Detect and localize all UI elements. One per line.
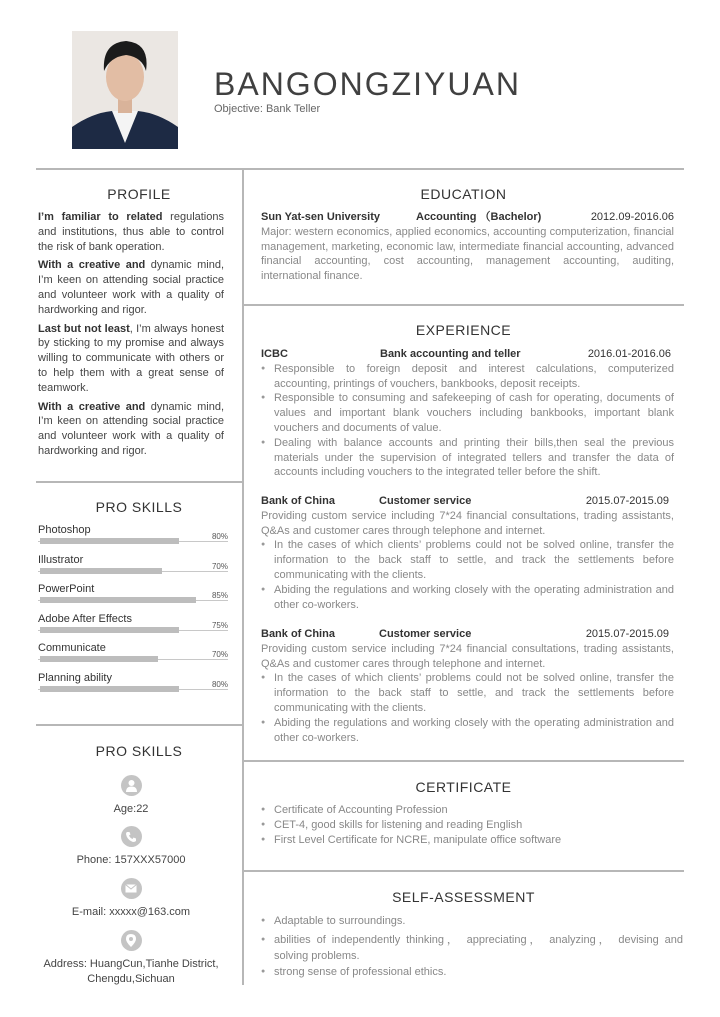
age-text: Age:22 <box>113 803 149 815</box>
phone-icon <box>121 826 142 847</box>
education-header <box>261 210 674 225</box>
skill-bar <box>40 538 179 544</box>
skill-item <box>38 524 228 552</box>
skill-item <box>38 583 228 611</box>
list-item: ● In the cases of which clients’ problems could not be solved online, transfer the information to the back staff to settle, and track the settlements before communicating with the clients. <box>261 538 674 582</box>
list-item: ● abilities of independently thinking， appreciating， analyzing， devising and solving problems. <box>261 932 683 964</box>
location-pin-icon <box>121 930 142 951</box>
profile-paragraph: Last but not least, I’m always honest by sticking to my promise and always willing to communicate with others or to help them with a great sense of teamwork. <box>38 322 224 394</box>
list-item: ● Responsible to foreign deposit and interest calculations, computerized accounting, printings of vouchers, bankbooks, deposit receipts. <box>261 362 674 392</box>
list-item: ● Abiding the regulations and working closely with the operating administration and other co-workers. <box>261 716 674 746</box>
certificate-list <box>261 803 674 847</box>
experience-job <box>261 347 674 480</box>
job-header <box>261 494 674 509</box>
skill-name: Communicate <box>38 642 106 655</box>
skill-item <box>38 554 228 582</box>
list-item: ● Abiding the regulations and working closely with the operating administration and other co-workers. <box>261 583 674 613</box>
job-company: ICBC <box>261 348 288 360</box>
skill-name: PowerPoint <box>38 583 95 596</box>
profile-photo <box>72 31 178 149</box>
job-bullets <box>261 362 674 480</box>
skill-percent: 70% <box>211 650 228 660</box>
certificate-title: CERTIFICATE <box>415 779 512 795</box>
job-header <box>261 347 674 362</box>
contact-age <box>38 775 224 817</box>
job-dates: 2016.01-2016.06 <box>587 348 671 360</box>
certificate-section <box>261 803 674 847</box>
education-dates: 2012.09-2016.06 <box>590 211 674 223</box>
list-item: ● First Level Certificate for NCRE, manipulate office software <box>261 833 674 848</box>
contact-title: PRO SKILLS <box>95 743 183 759</box>
objective: Objective: Bank Teller <box>214 103 321 115</box>
experience-job <box>261 627 674 745</box>
job-intro: Providing custom service including 7*24 financial consultations, trading assistants, Q&As and customer cares through telephone and internet. <box>261 642 674 670</box>
skill-name: Photoshop <box>38 524 91 536</box>
skill-item <box>38 613 228 641</box>
profile-title: PROFILE <box>107 186 171 202</box>
degree: Accounting （Bachelor) <box>416 211 542 223</box>
skill-name: Adobe After Effects <box>38 612 132 625</box>
list-item: ● strong sense of professional ethics. <box>261 964 683 980</box>
skill-percent: 80% <box>211 532 228 541</box>
mail-icon <box>121 878 142 899</box>
job-company: Bank of China <box>261 628 335 640</box>
job-header <box>261 627 674 642</box>
experience-title: EXPERIENCE <box>415 322 512 338</box>
self-assessment-section <box>261 913 683 980</box>
job-role: Customer service <box>379 628 472 640</box>
skills-title: PRO SKILLS <box>95 499 183 515</box>
profile-paragraph: With a creative and dynamic mind, I’m keen on attending social practice and volunteer work with a quality of hardworking and rigor. <box>38 259 224 316</box>
job-dates: 2015.07-2015.09 <box>585 628 669 640</box>
list-item: ● Responsible to consuming and safekeeping of cash for operating, documents of values and important blank vouchers including bankbooks, important blank vouchers and documents of value. <box>261 391 674 435</box>
experience-job <box>261 494 674 612</box>
education-section <box>261 210 674 284</box>
job-role: Bank accounting and teller <box>380 348 521 360</box>
education-title: EDUCATION <box>420 186 507 202</box>
skill-percent: 80% <box>211 680 228 689</box>
candidate-name: BANGONGZIYUAN <box>214 66 521 102</box>
self-assessment-list <box>261 913 683 980</box>
job-bullets <box>261 538 674 612</box>
education-major: Major: western economics, applied economics, accounting computerization, financial management, marketing, economic law, intermediate financial accounting, advanced financial accounting, cost accounting, management accounting, auditing, international finance. <box>261 225 674 283</box>
skill-name: Planning ability <box>38 672 112 684</box>
job-intro: Providing custom service including 7*24 financial consultations, trading assistants, Q&As and customer cares through telephone and internet. <box>261 509 674 537</box>
school-name: Sun Yat-sen University <box>261 211 381 223</box>
column-divider <box>242 169 244 985</box>
contact-email <box>38 878 224 920</box>
job-bullets <box>261 671 674 745</box>
list-item: ● Adaptable to surroundings. <box>261 913 683 929</box>
contact-phone <box>38 826 224 868</box>
self-assessment-title: SELF-ASSESSMENT <box>392 889 535 905</box>
header-divider <box>36 168 684 170</box>
list-item: ● CET-4, good skills for listening and reading English <box>261 818 674 833</box>
list-item: ● In the cases of which clients’ problems could not be solved online, transfer the information to the back staff to settle, and track the settlements before communicating with the clients. <box>261 671 674 715</box>
list-item: ● Dealing with balance accounts and printing their bills,then seal the previous materials under the supervision of integrated tellers and transfer the data of accounts including vouchers to the integrated teller before the shift. <box>261 436 674 480</box>
profile-paragraph: I’m familiar to related regulations and institutions, thus able to control the risk of bank operation. <box>38 211 224 253</box>
skill-name: Illustrator <box>38 553 84 566</box>
skill-percent: 85% <box>211 591 228 601</box>
right-divider-3 <box>243 870 684 872</box>
right-divider-1 <box>243 304 684 306</box>
skill-percent: 75% <box>211 620 228 630</box>
job-dates: 2015.07-2015.09 <box>585 495 669 507</box>
skill-item <box>38 672 228 700</box>
skill-bar <box>40 656 158 662</box>
person-icon <box>121 775 142 796</box>
skill-bar <box>40 627 179 633</box>
profile-paragraph: With a creative and dynamic mind, I’m keen on attending social practice and volunteer work with a quality of hardworking and rigor. <box>38 400 224 457</box>
skill-bar <box>40 568 162 574</box>
skill-bar <box>40 686 179 692</box>
job-role: Customer service <box>379 495 472 507</box>
skill-bar <box>40 597 196 603</box>
skill-item <box>38 642 228 670</box>
left-divider-1 <box>36 481 242 483</box>
list-item: ● Certificate of Accounting Profession <box>261 803 674 818</box>
left-divider-2 <box>36 724 242 726</box>
job-company: Bank of China <box>261 495 335 507</box>
skill-percent: 70% <box>211 561 228 571</box>
address-text: Address: HuangCun,Tianhe District, Chengdu,Sichuan <box>43 958 219 985</box>
phone-text: Phone: 157XXX57000 <box>76 854 186 866</box>
right-divider-2 <box>243 760 684 762</box>
profile-section <box>38 210 224 463</box>
email-text: E-mail: xxxxx@163.com <box>71 906 191 918</box>
contact-address <box>38 930 224 987</box>
